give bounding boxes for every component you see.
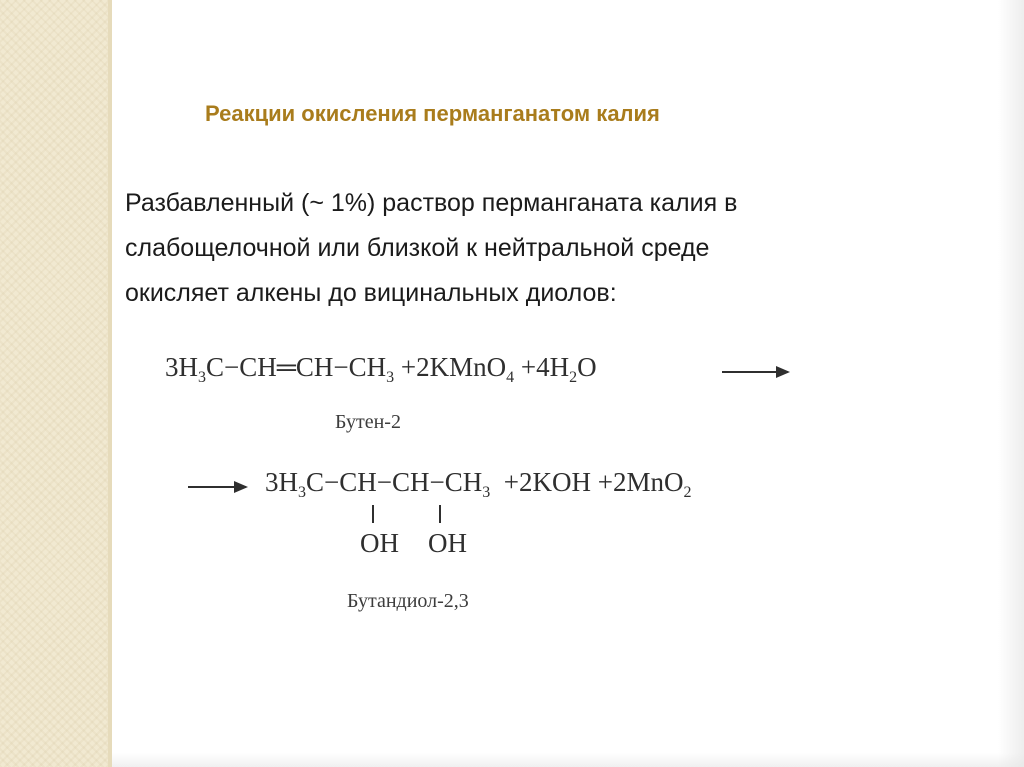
reaction1-c2: CH bbox=[239, 352, 277, 382]
reaction2-bond2: − bbox=[376, 467, 392, 497]
reaction2-bond3: − bbox=[429, 467, 445, 497]
reaction2-oh-bond-1 bbox=[372, 505, 374, 523]
reaction1-arrow bbox=[722, 371, 788, 373]
reaction1-double-bond: ═ bbox=[276, 352, 296, 382]
reaction1-c3: CH bbox=[295, 352, 334, 382]
reaction1-equation bbox=[165, 352, 597, 387]
reaction2-oh-1: OH bbox=[360, 528, 399, 558]
reaction1-bond1: − bbox=[224, 352, 240, 382]
reaction1-c4: $CH_3$ bbox=[348, 352, 395, 386]
reaction2-oh-2: OH bbox=[428, 528, 467, 558]
slide-title: Реакции окисления перманганатом калия bbox=[205, 101, 660, 126]
reaction1-compound-name: Бутен-2 bbox=[335, 411, 401, 433]
reaction2-c4: $CH_3$ bbox=[444, 467, 491, 501]
reaction2-plus2: + bbox=[597, 467, 613, 497]
intro-line-1: Разбавленный (~ 1%) раствор перманганата калия в bbox=[125, 189, 738, 217]
decorative-side-strip bbox=[0, 0, 112, 767]
slide-shadow-right bbox=[998, 0, 1024, 767]
reaction2-c2: CH bbox=[339, 467, 377, 497]
reaction1-plus1: + bbox=[400, 352, 417, 382]
reaction1-bond2: − bbox=[333, 352, 349, 382]
reaction2-arrow bbox=[188, 486, 246, 488]
reaction2-c3: CH bbox=[392, 467, 430, 497]
intro-line-3: окисляет алкены до вицинальных диолов: bbox=[125, 279, 617, 307]
reaction2-bond1: − bbox=[324, 467, 340, 497]
reaction1-reagent2: $4H_2O$ bbox=[536, 352, 597, 386]
reaction1-reagent1: 2KMnO$_4$ bbox=[416, 352, 515, 386]
reaction2-c1: $3H_3C$ bbox=[265, 467, 325, 501]
reaction2-product1: 2KOH bbox=[519, 467, 591, 497]
reaction1-plus2: + bbox=[520, 352, 537, 382]
reaction2-product2: 2MnO$_2$ bbox=[612, 467, 692, 501]
reaction2-equation bbox=[265, 467, 692, 502]
reaction1-c1: $3H_3C$ bbox=[165, 352, 225, 386]
reaction2-oh-bond-2 bbox=[439, 505, 441, 523]
reaction2-plus1: + bbox=[503, 467, 519, 497]
reaction2-compound-name: Бутандиол-2,3 bbox=[347, 590, 469, 612]
intro-line-2: слабощелочной или близкой к нейтральной среде bbox=[125, 234, 710, 262]
slide-shadow-bottom bbox=[112, 753, 1024, 767]
intro-paragraph bbox=[125, 181, 985, 316]
